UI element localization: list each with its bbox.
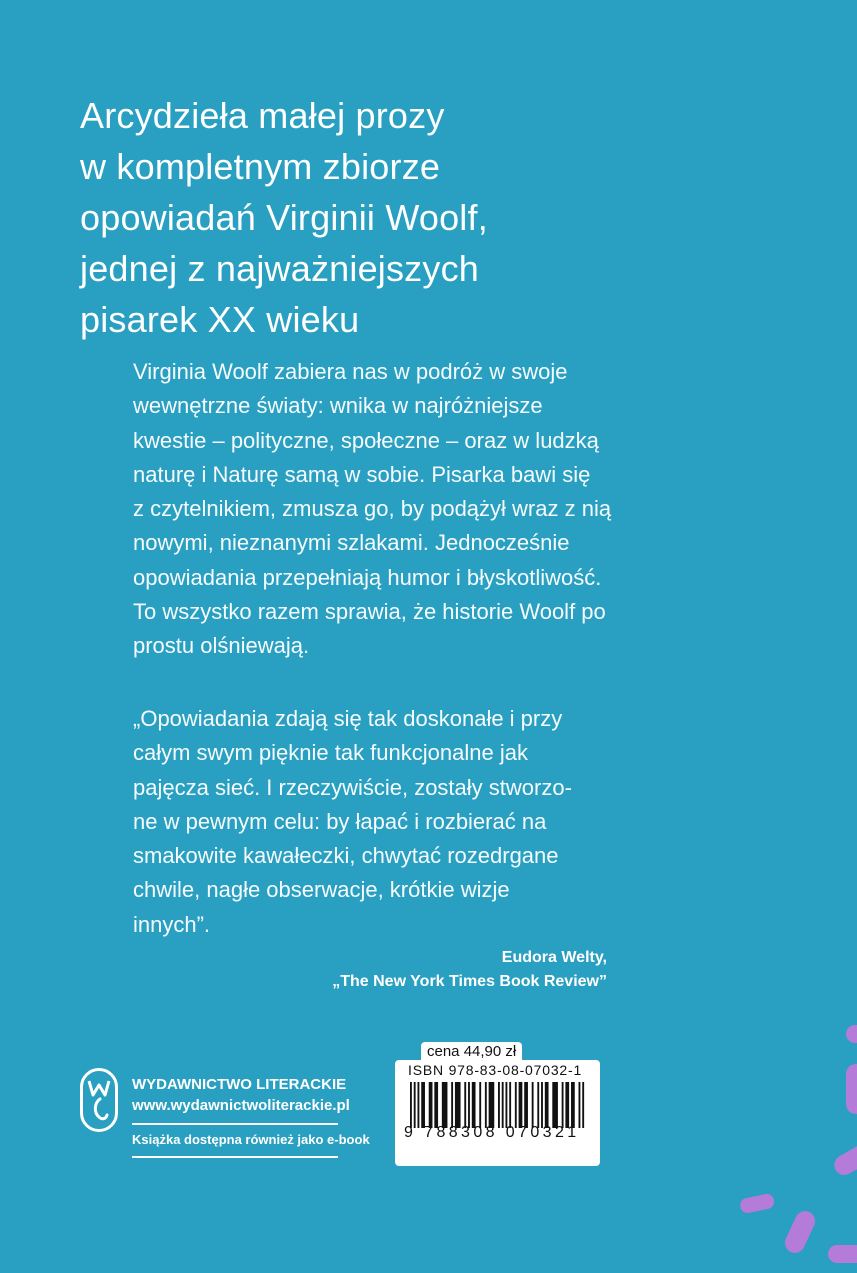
quote-source: „The New York Times Book Review”	[332, 973, 607, 990]
decor-dash	[831, 1141, 857, 1178]
headline-line: w kompletnym zbiorze	[80, 146, 441, 187]
blurb-line: prostu olśniewają.	[133, 633, 310, 659]
price-label: cena 44,90 zł	[421, 1042, 522, 1062]
decor-dot	[846, 1025, 857, 1043]
decor-dash	[782, 1208, 819, 1256]
quote-line: pajęcza sieć. I rzeczywiście, zostały stworzo-	[133, 774, 572, 800]
barcode-number: 9 788308 070321	[404, 1124, 580, 1141]
headline-line: opowiadań Virginii Woolf,	[80, 197, 488, 238]
decor-dash	[828, 1245, 857, 1263]
blurb-line: z czytelnikiem, zmusza go, by podążył wraz z nią	[133, 496, 612, 522]
headline-line: Arcydzieła małej prozy	[80, 95, 445, 136]
isbn-text: ISBN 978-83-08-07032-1	[408, 1062, 583, 1078]
headline-line: jednej z najważniejszych	[80, 248, 480, 289]
publisher-url[interactable]: www.wydawnictwoliterackie.pl	[132, 1097, 350, 1114]
blurb-line: opowiadania przepełniają humor i błyskotliwość.	[133, 564, 602, 590]
quote-line: chwile, nagłe obserwacje, krótkie wizje	[133, 877, 510, 903]
quote-line: całym swym pięknie tak funkcjonalne jak	[133, 740, 528, 766]
ebook-note: Książka dostępna również jako e-book	[132, 1132, 370, 1147]
headline-line: pisarek XX wieku	[80, 299, 360, 340]
quote-line: ne w pewnym celu: by łapać i rozbierać na	[133, 808, 547, 834]
blurb-line: wewnętrzne światy: wnika w najróżniejsze	[133, 393, 543, 419]
quote-author: Eudora Welty,	[501, 949, 607, 966]
blurb-line: Virginia Woolf zabiera nas w podróż w swoje	[133, 359, 568, 384]
blurb-line: nowymi, nieznanymi szlakami. Jednocześnie	[133, 530, 570, 556]
blurb-line: kwestie – polityczne, społeczne – oraz w ludzką	[133, 427, 599, 453]
decor-dash	[846, 1064, 857, 1114]
blurb-line: To wszystko razem sprawia, że historie Woolf po	[133, 599, 606, 625]
quote-line: innych”.	[133, 911, 211, 937]
blurb-line: naturę i Naturę samą w sobie. Pisarka bawi się	[133, 461, 591, 487]
publisher-name: WYDAWNICTWO LITERACKIE	[132, 1076, 347, 1093]
quote-line: „Opowiadania zdają się tak doskonałe i przy	[133, 706, 563, 731]
quote-line: smakowite kawałeczki, chwytać rozedrgane	[133, 843, 559, 869]
decor-dash	[739, 1193, 775, 1215]
